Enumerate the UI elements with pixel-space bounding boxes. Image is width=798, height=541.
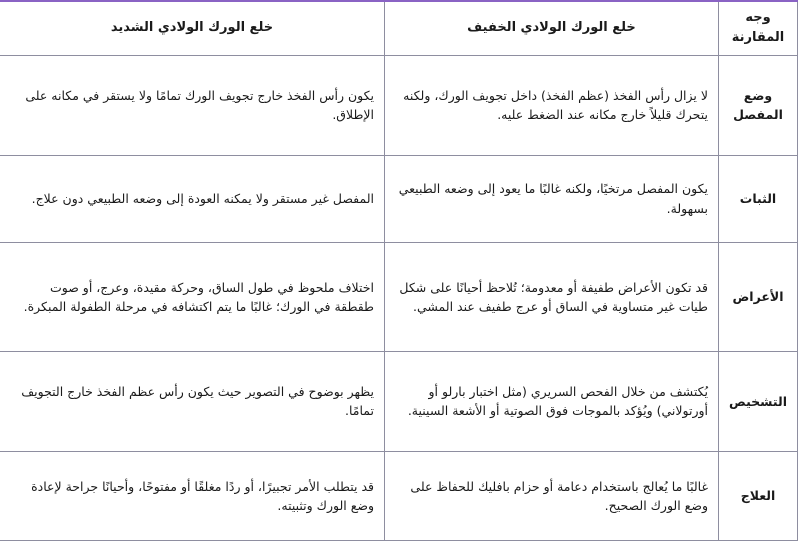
- mild-cell: غالبًا ما يُعالج باستخدام دعامة أو حزام بافليك للحفاظ على وضع الورك الصحيح.: [385, 452, 719, 541]
- row-heading: الثبات: [719, 155, 798, 242]
- table-row: [0, 242, 798, 351]
- severe-cell: اختلاف ملحوظ في طول الساق، وحركة مقيدة، وعرج، أو صوت طقطقة في الورك؛ غالبًا ما يتم اكتشافه في مرحلة الطفولة المبكرة.: [0, 242, 385, 351]
- mild-cell: قد تكون الأعراض طفيفة أو معدومة؛ تُلاحظ أحيانًا على شكل طيات غير متساوية في الساق أو عرج طفيف عند المشي.: [385, 242, 719, 351]
- table-header-row: [0, 1, 798, 55]
- mild-cell: يكون المفصل مرتخيًا، ولكنه غالبًا ما يعود إلى وضعه الطبيعي بسهولة.: [385, 155, 719, 242]
- severe-cell: يظهر بوضوح في التصوير حيث يكون رأس عظم الفخذ خارج التجويف تمامًا.: [0, 351, 385, 451]
- severe-cell: يكون رأس الفخذ خارج تجويف الورك تمامًا ولا يستقر في مكانه على الإطلاق.: [0, 55, 385, 155]
- table-row: [0, 452, 798, 541]
- row-heading: العلاج: [719, 452, 798, 541]
- mild-cell: يُكتشف من خلال الفحص السريري (مثل اختبار بارلو أو أورتولاني) ويُؤكد بالموجات فوق الصوتية أو الأشعة السينية.: [385, 351, 719, 451]
- table-row: [0, 155, 798, 242]
- mild-cell: لا يزال رأس الفخذ (عظم الفخذ) داخل تجويف الورك، ولكنه يتحرك قليلاً خارج مكانه عند الضغط عليه.: [385, 55, 719, 155]
- row-heading: التشخيص: [719, 351, 798, 451]
- table-row: [0, 351, 798, 451]
- header-mild: خلع الورك الولادي الخفيف: [385, 1, 719, 55]
- header-severe: خلع الورك الولادي الشديد: [0, 1, 385, 55]
- row-heading: وضع المفصل: [719, 55, 798, 155]
- header-aspect: وجه المقارنة: [719, 1, 798, 55]
- severe-cell: المفصل غير مستقر ولا يمكنه العودة إلى وضعه الطبيعي دون علاج.: [0, 155, 385, 242]
- severe-cell: قد يتطلب الأمر تجبيرًا، أو ردًا مغلقًا أو مفتوحًا، وأحيانًا جراحة لإعادة وضع الورك وتثبيته.: [0, 452, 385, 541]
- table-row: [0, 55, 798, 155]
- row-heading: الأعراض: [719, 242, 798, 351]
